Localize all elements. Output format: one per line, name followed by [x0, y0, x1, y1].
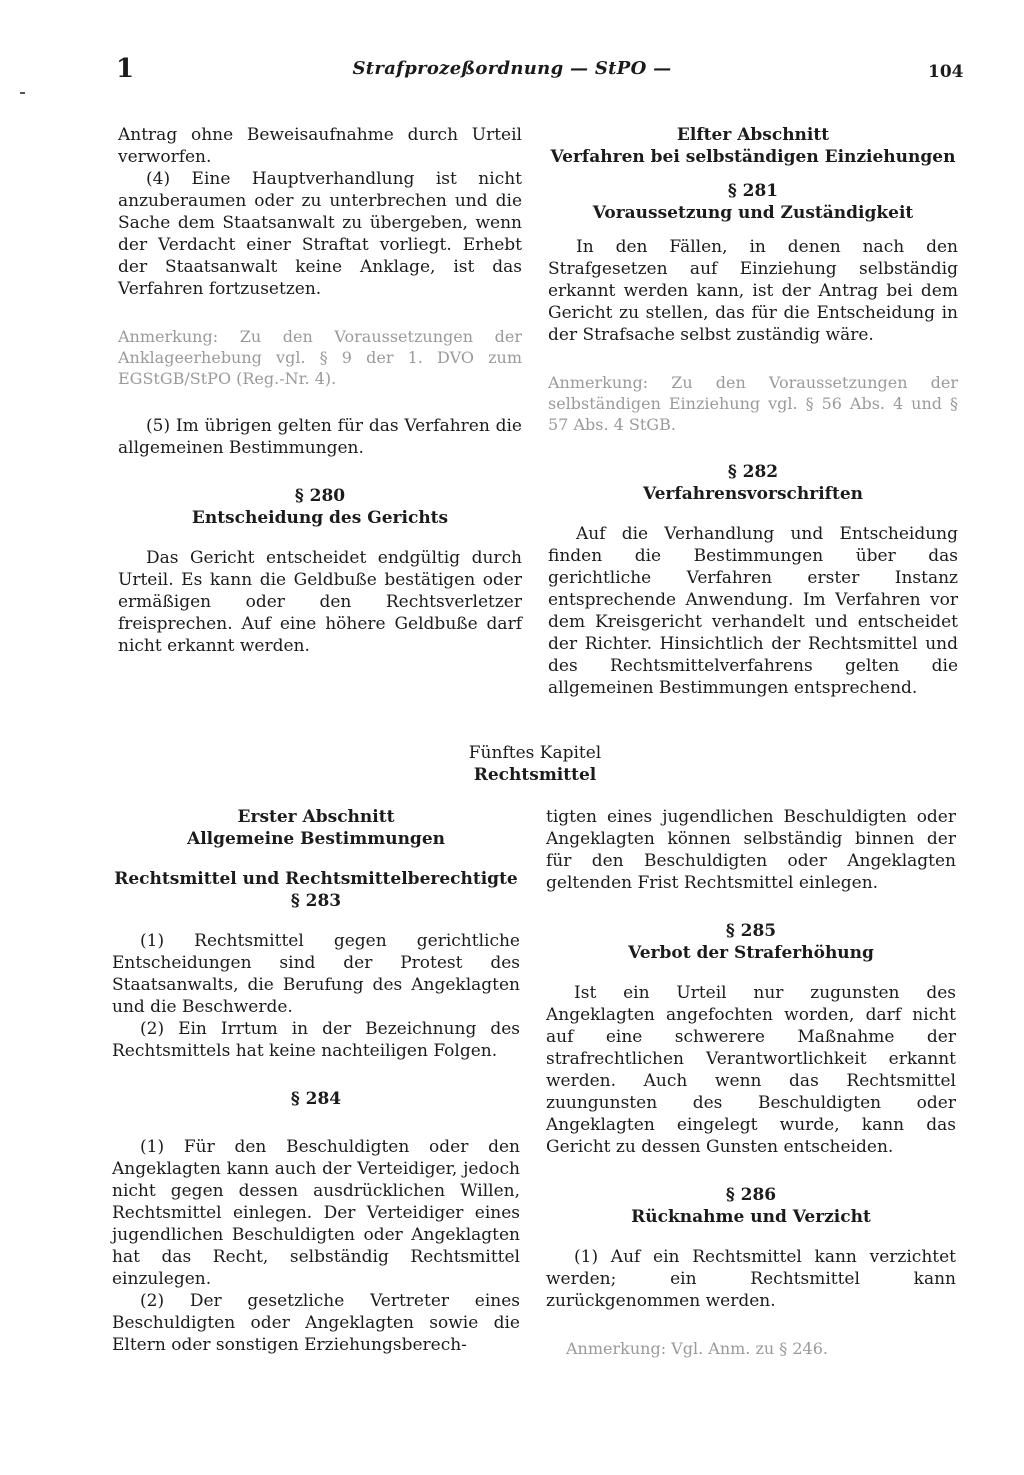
- section-280-title: Entscheidung des Gerichts: [191, 508, 449, 528]
- subsection-heading: Rechtsmittel und Rechtsmittelberechtigte: [114, 869, 518, 889]
- paragraph-continuation: tigten eines jugendlichen Beschuldigten oder Angeklagten können selbständig binnen der für den Beschuldigten oder Angeklagten geltenden Frist Rechtsmittel einlegen.: [546, 807, 956, 893]
- left-column-bottom: [112, 806, 520, 1356]
- chapter-number: 1: [116, 54, 135, 84]
- section-283-para-2: (2) Ein Irrtum in der Bezeichnung des Rechtsmittels hat keine nachteiligen Folgen.: [112, 1019, 520, 1061]
- section-285-text: Ist ein Urteil nur zugunsten des Angeklagten angefochten worden, darf nicht auf eine schwerere Maßnahme der strafrechtlichen Verantwortlichkeit erkannt werden. Auch wenn das Rechtsmittel zuungunsten des Beschuldigten oder Angeklagten eingelegt wurde, kann das Gericht zu dessen Gunsten entscheiden.: [546, 983, 956, 1157]
- annotation-note: Anmerkung: Zu den Voraussetzungen der Anklageerhebung vgl. § 9 der 1. DVO zum EGStGB/StPO (Reg.-Nr. 4).: [118, 327, 522, 388]
- section-282-number: § 282: [727, 462, 779, 482]
- paragraph-4: (4) Eine Hauptverhandlung ist nicht anzuberaumen oder zu unterbrechen und die Sache dem Staatsanwalt zu übergeben, wenn der Verdacht einer Straftat vorliegt. Erhebt der Staatsanwalt keine Anklage, ist das Verfahren fortzusetzen.: [118, 169, 522, 299]
- abschnitt-heading: Elfter Abschnitt: [676, 125, 830, 145]
- section-281-text: In den Fällen, in denen nach den Strafgesetzen auf Einziehung selbständig erkannt werden kann, ist der Antrag bei dem Gericht zu stellen, das für die Entscheidung in der Strafsache selbst zuständig wäre.: [548, 237, 958, 345]
- abschnitt-title: Verfahren bei selbständigen Einziehungen: [550, 147, 956, 167]
- chapter-label: Fünftes Kapitel: [468, 743, 602, 763]
- annotation-note: Anmerkung: Vgl. Anm. zu § 246.: [566, 1339, 828, 1358]
- section-280-text: Das Gericht entscheidet endgültig durch Urteil. Es kann die Geldbuße bestätigen oder ermäßigen oder den Rechtsverletzer freisprechen. Auf eine höhere Geldbuße darf nicht erkannt werden.: [118, 548, 522, 656]
- paragraph-5: (5) Im übrigen gelten für das Verfahren die allgemeinen Bestimmungen.: [118, 416, 522, 458]
- right-column-bottom: [546, 806, 956, 1359]
- section-284-number: § 284: [290, 1089, 342, 1109]
- chapter-title: Rechtsmittel: [473, 765, 597, 785]
- abschnitt-title: Allgemeine Bestimmungen: [187, 829, 445, 849]
- section-286-title: Rücknahme und Verzicht: [631, 1207, 871, 1227]
- annotation-note: Anmerkung: Zu den Voraussetzungen der selbständigen Einziehung vgl. § 56 Abs. 4 und § 57 Abs. 4 StGB.: [548, 373, 958, 434]
- section-285-title: Verbot der Straferhöhung: [628, 943, 874, 963]
- section-286-text: (1) Auf ein Rechtsmittel kann verzichtet werden; ein Rechtsmittel kann zurückgenommen werden.: [546, 1247, 956, 1311]
- section-280-number: § 280: [294, 486, 346, 506]
- margin-mark: [20, 92, 25, 94]
- section-285-number: § 285: [725, 921, 777, 941]
- right-column-top: [548, 124, 958, 699]
- section-283-para-1: (1) Rechtsmittel gegen gerichtliche Entscheidungen sind der Protest des Staatsanwalts, die Berufung des Angeklagten und die Beschwerde.: [112, 931, 520, 1017]
- section-281-number: § 281: [727, 181, 779, 201]
- paragraph-continuation: Antrag ohne Beweisaufnahme durch Urteil verworfen.: [118, 125, 522, 167]
- left-column-top: [118, 124, 522, 657]
- section-284-para-2: (2) Der gesetzliche Vertreter eines Beschuldigten oder Angeklagten sowie die Eltern oder sonstigen Erziehungsberech-: [112, 1291, 520, 1355]
- section-286-number: § 286: [725, 1185, 777, 1205]
- abschnitt-heading: Erster Abschnitt: [237, 807, 395, 827]
- running-title: Strafprozeßordnung — StPO —: [352, 58, 672, 79]
- section-282-title: Verfahrensvorschriften: [642, 484, 863, 504]
- section-282-text: Auf die Verhandlung und Entscheidung finden die Bestimmungen über das gerichtliche Verfahren erster Instanz entsprechende Anwendung. Im Verfahren vor dem Kreisgericht verhandelt und entscheidet der Richter. Hinsichtlich der Rechtsmittel und des Rechtsmittelverfahrens gelten die allgemeinen Bestimmungen entsprechend.: [548, 524, 958, 698]
- chapter-heading: [420, 742, 650, 786]
- section-284-para-1: (1) Für den Beschuldigten oder den Angeklagten kann auch der Verteidiger, jedoch nicht gegen dessen ausdrücklichen Willen, Rechtsmittel einlegen. Der Verteidiger eines jugendlichen Beschuldigten oder Angeklagten hat das Recht, selbständig Rechtsmittel einzulegen.: [112, 1137, 520, 1289]
- page-number: 104: [928, 62, 964, 82]
- section-283-number: § 283: [290, 891, 342, 911]
- section-281-title: Voraussetzung und Zuständigkeit: [592, 203, 914, 223]
